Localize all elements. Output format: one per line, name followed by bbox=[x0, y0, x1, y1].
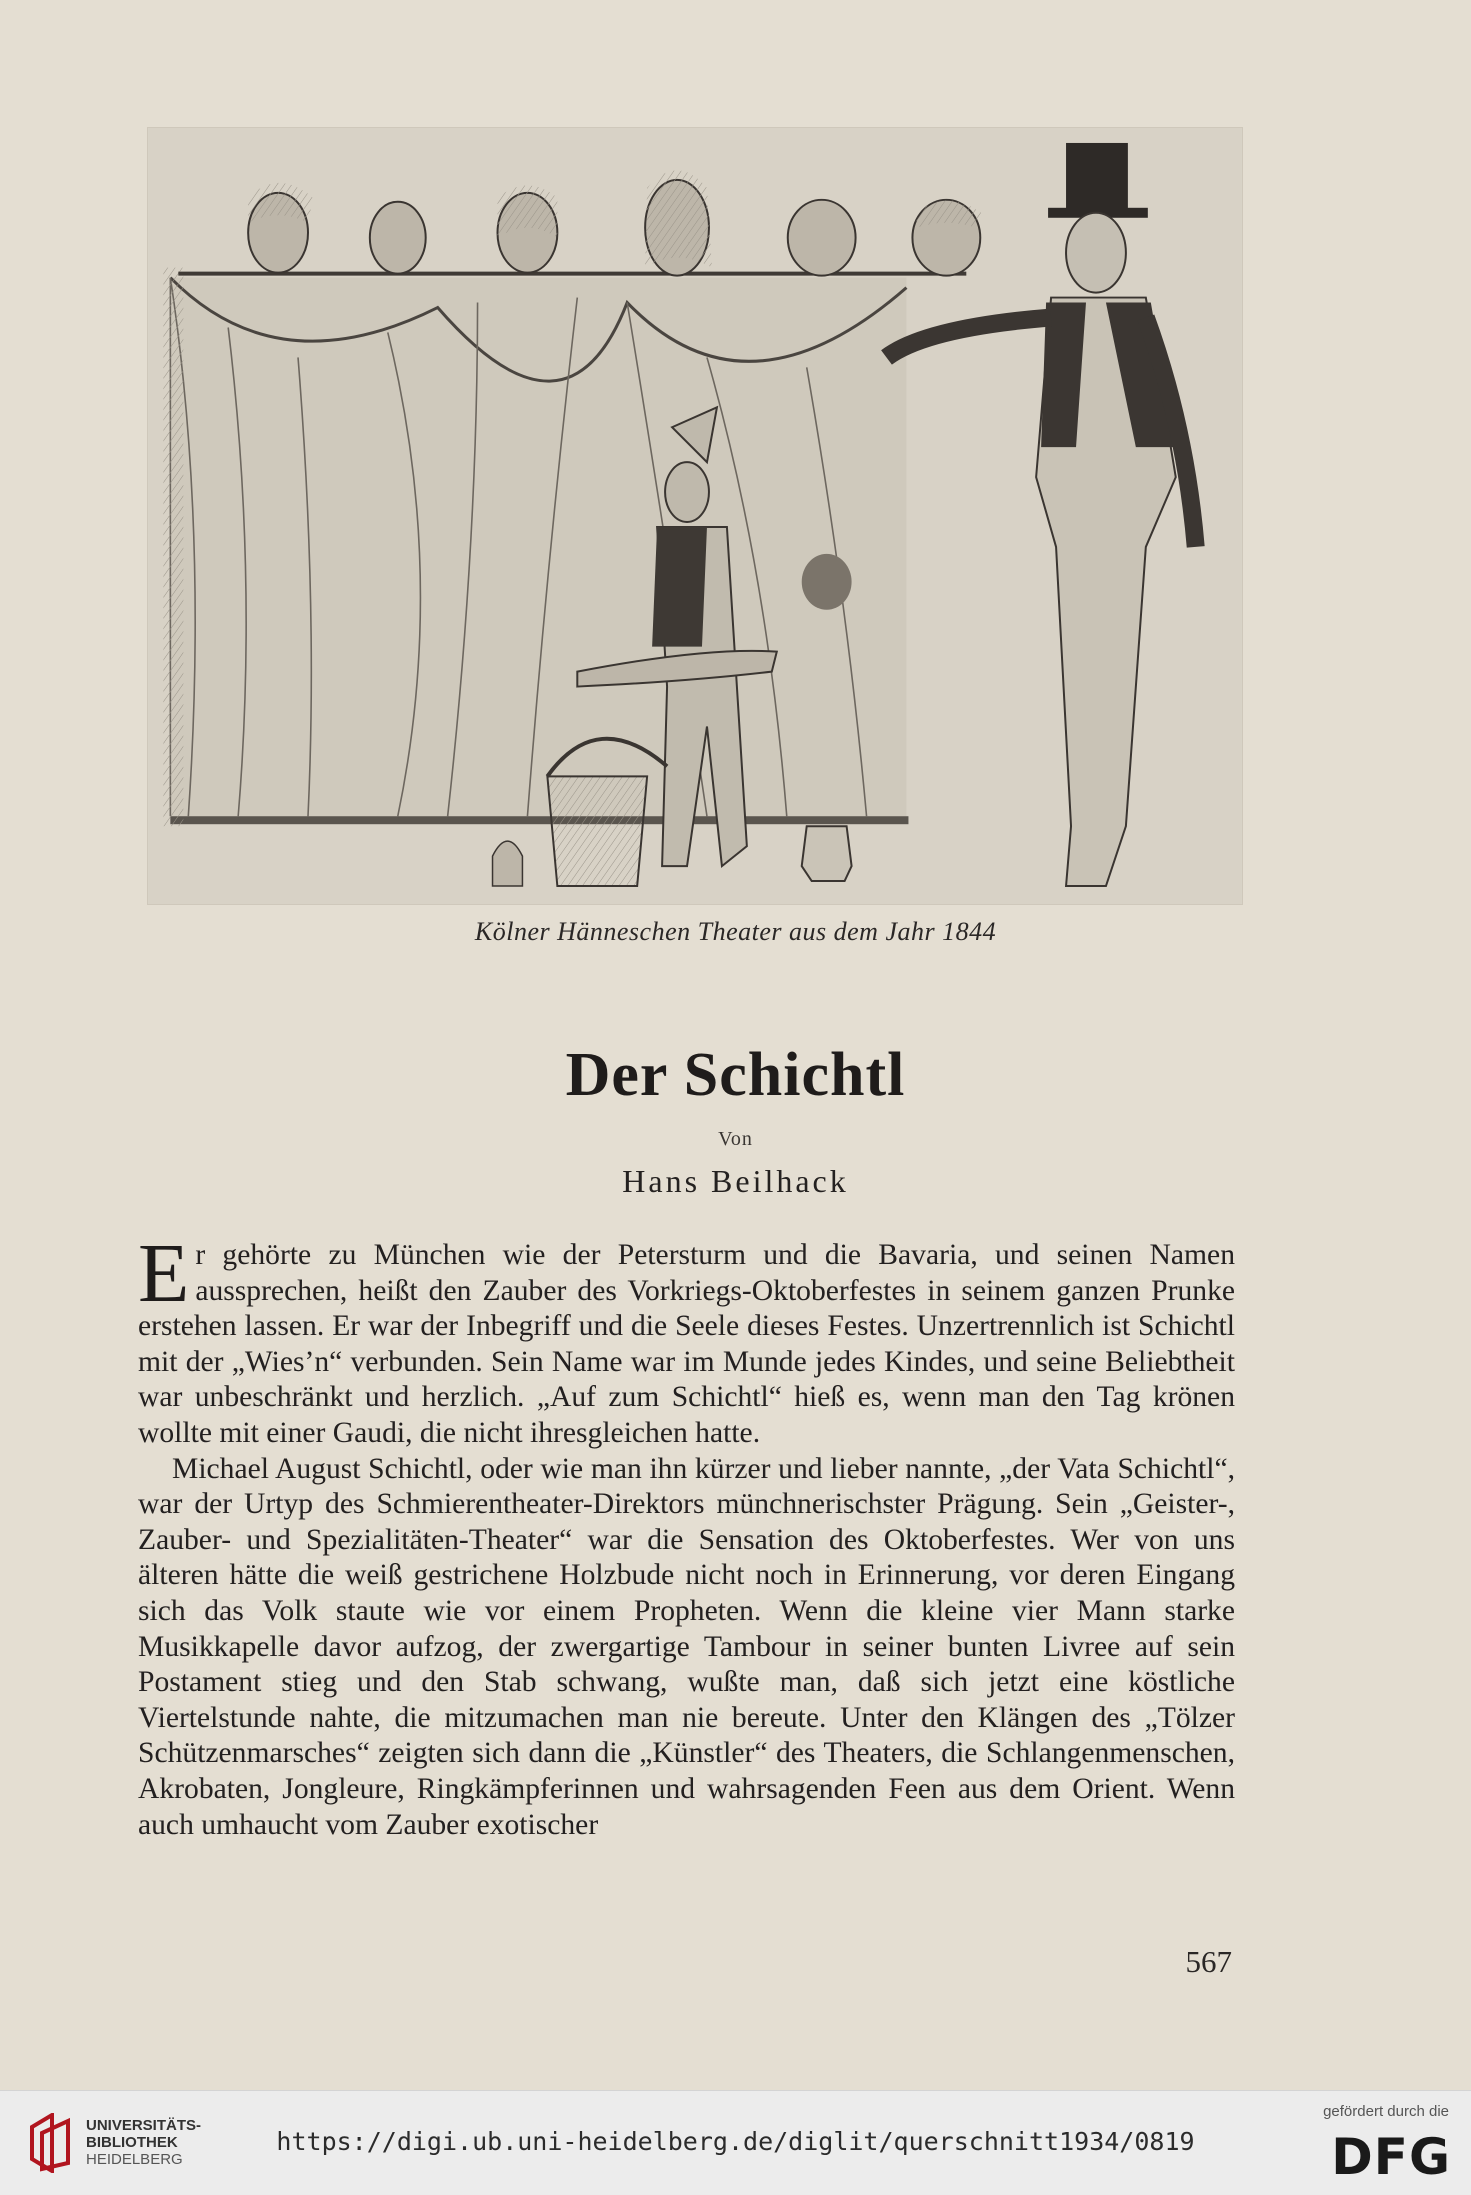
dfg-logo: DFG bbox=[1331, 2128, 1451, 2186]
university-library-name: UNIVERSITÄTS- BIBLIOTHEK HEIDELBERG bbox=[86, 2117, 202, 2168]
engraving-image bbox=[148, 128, 1242, 904]
funding-note: gefördert durch die bbox=[1323, 2103, 1449, 2120]
article-body bbox=[138, 1227, 1235, 1843]
puppet-theater-illustration bbox=[147, 127, 1243, 905]
article-title: Der Schichtl bbox=[565, 1041, 906, 1109]
viewer-footer bbox=[0, 2090, 1471, 2195]
paragraph-1-text: r gehörte zu München wie der Petersturm und die Bavaria, und seinen Namen aussprechen, heißt den Zauber des Vorkriegs-Oktoberfestes in seinem ganzen Prunke erstehen lassen. Er war der Inbegriff und die Seele dieses Festes. Unzertrennlich ist Schichtl mit der „Wies’n“ verbunden. Sein Name war im Munde jedes Kindes, und seine Beliebtheit war unbeschränkt und herzlich. „Auf zum Schichtl“ hieß es, wenn man den Tag krönen wollte mit einer Gaudi, die nicht ihresgleichen hatte. bbox=[138, 1239, 1235, 1449]
paragraph-2: Michael August Schichtl, oder wie man ihn kürzer und lieber nannte, „der Vata Schichtl“, war der Urtyp des Schmierentheater-Direktors münchnerischster Prägung. Sein „Geister-, Zauber- und Spezialitäten-Theater“ war die Sensation des Oktoberfestes. Wer von uns älteren hätte die weiß gestrichene Holzbude nicht noch in Erinnerung, vor deren Eingang sich das Volk staute wie vor einem Propheten. Wenn die kleine vier Mann starke Musikkapelle davor aufzog, der zwergartige Tambour in seiner bunten Livree auf sein Postament stieg und den Stab schwang, wußte man, daß sich jetzt eine köstliche Viertelstunde nahte, die mitzumachen man nie bereute. Unter den Klängen des „Tölzer Schützenmarsches“ zeigten sich dann die „Künstler“ des Theaters, die Schlangenmenschen, Akrobaten, Jongleure, Ringkämpferinnen und wahrsagenden Feen aus dem Orient. Wenn auch umhaucht vom Zauber exotischer bbox=[138, 1452, 1235, 1841]
paragraph-1 bbox=[138, 1227, 1235, 1452]
drop-cap: E bbox=[138, 1227, 190, 1320]
page-number: 567 bbox=[1185, 1944, 1232, 1979]
illustration-caption: Kölner Hänneschen Theater aus dem Jahr 1844 bbox=[474, 917, 997, 946]
permalink-url[interactable]: https://digi.ub.uni-heidelberg.de/diglit/querschnitt1934/0819 bbox=[276, 2127, 1195, 2156]
author-name: Hans Beilhack bbox=[622, 1163, 849, 1199]
byline-von: Von bbox=[718, 1128, 753, 1150]
